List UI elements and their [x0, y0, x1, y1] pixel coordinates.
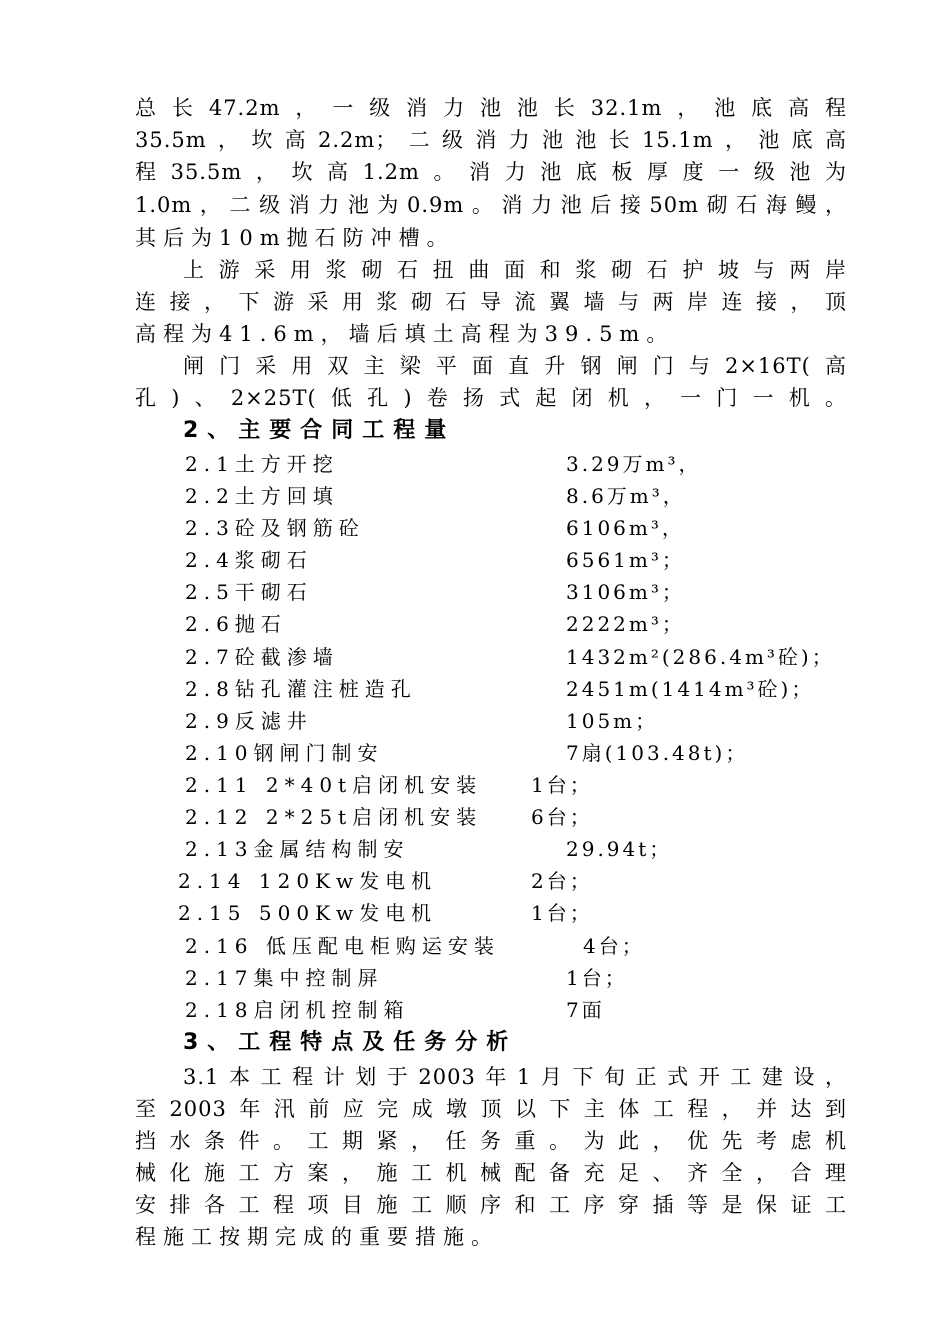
qty-item-value: 1台； — [531, 773, 593, 797]
intro-line-3: 程35.5m，坎高1.2m。消力池底板厚度一级池为 — [135, 160, 847, 184]
qty-item-value: 2451m(1414m³砼)； — [566, 677, 815, 701]
para2-line-3: 高程为41.6m，墙后填土高程为39.5m。 — [135, 322, 675, 346]
qty-item-value: 4台； — [583, 934, 645, 958]
qty-item-label: 2.9反滤井 — [185, 709, 313, 733]
qty-item-label: 2.17集中控制屏 — [185, 966, 384, 990]
qty-item-value: 3106m³； — [566, 580, 685, 604]
qty-item-label: 2.6抛石 — [185, 612, 287, 636]
qty-item-label: 2.3砼及钢筋砼 — [185, 516, 365, 540]
qty-item-value: 7面 — [566, 998, 605, 1022]
para3-line-2: 孔)、2×25T(低孔)卷扬式起闭机，一门一机。 — [135, 386, 847, 410]
qty-item-label: 2.2土方回填 — [185, 484, 339, 508]
intro-line-2: 35.5m，坎高2.2m；二级消力池池长15.1m，池底高 — [135, 128, 847, 152]
intro-line-1: 总长47.2m，一级消力池池长32.1m，池底高程 — [135, 96, 847, 120]
qty-item-value: 6561m³； — [566, 548, 685, 572]
qty-item-value: 2222m³； — [566, 612, 685, 636]
qty-item-label: 2.7砼截渗墙 — [185, 645, 339, 669]
qty-item-value: 105m； — [566, 709, 659, 733]
section3-line-1: 3.1本工程计划于2003年1月下旬正式开工建设， — [183, 1065, 847, 1089]
qty-item-value: 1432m²(286.4m³砼)； — [566, 645, 835, 669]
qty-item-value: 7扇(103.48t)； — [566, 741, 749, 765]
para3-line-1: 闸门采用双主梁平面直升钢闸门与2×16T(高 — [183, 354, 847, 378]
section3-line-5: 安排各工程项目施工顺序和工序穿插等是保证工 — [135, 1193, 847, 1217]
qty-item-label: 2.14 120Kw发电机 — [178, 869, 438, 893]
qty-item-label: 2.1土方开挖 — [185, 452, 339, 476]
section3-line-6: 程施工按期完成的重要措施。 — [135, 1225, 499, 1249]
section3-line-3: 挡水条件。工期紧，任务重。为此，优先考虑机 — [135, 1129, 847, 1153]
qty-item-value: 6106m³， — [566, 516, 685, 540]
qty-item-label: 2.8钻孔灌注桩造孔 — [185, 677, 417, 701]
section2-heading: 2、主要合同工程量 — [183, 418, 456, 443]
qty-item-value: 3.29万m³， — [566, 452, 702, 476]
qty-item-value: 2台； — [531, 869, 593, 893]
intro-line-5: 其后为10m抛石防冲槽。 — [135, 226, 455, 250]
qty-item-value: 1台； — [566, 966, 628, 990]
qty-item-value: 8.6万m³， — [566, 484, 686, 508]
para2-line-1: 上游采用浆砌石扭曲面和浆砌石护坡与两岸 — [183, 258, 847, 282]
para2-line-2: 连接，下游采用浆砌石导流翼墙与两岸连接，顶 — [135, 290, 847, 314]
qty-item-label: 2.10钢闸门制安 — [185, 741, 384, 765]
qty-item-label: 2.15 500Kw发电机 — [178, 901, 438, 925]
section3-line-2: 至2003年汛前应完成墩顶以下主体工程，并达到 — [135, 1097, 847, 1121]
qty-item-label: 2.12 2*25t启闭机安装 — [185, 805, 483, 829]
section3-heading: 3、工程特点及任务分析 — [183, 1030, 518, 1055]
section3-line-4: 械化施工方案，施工机械配备充足、齐全，合理 — [135, 1161, 847, 1185]
qty-item-label: 2.16 低压配电柜购运安装 — [185, 934, 500, 958]
qty-item-label: 2.4浆砌石 — [185, 548, 313, 572]
qty-item-value: 6台； — [531, 805, 593, 829]
qty-item-value: 29.94t； — [566, 837, 673, 861]
qty-item-label: 2.13金属结构制安 — [185, 837, 410, 861]
qty-item-label: 2.18启闭机控制箱 — [185, 998, 410, 1022]
qty-item-label: 2.5干砌石 — [185, 580, 313, 604]
intro-line-4: 1.0m，二级消力池为0.9m。消力池后接50m砌石海鳗， — [135, 193, 847, 217]
qty-item-value: 1台； — [531, 901, 593, 925]
qty-item-label: 2.11 2*40t启闭机安装 — [185, 773, 483, 797]
